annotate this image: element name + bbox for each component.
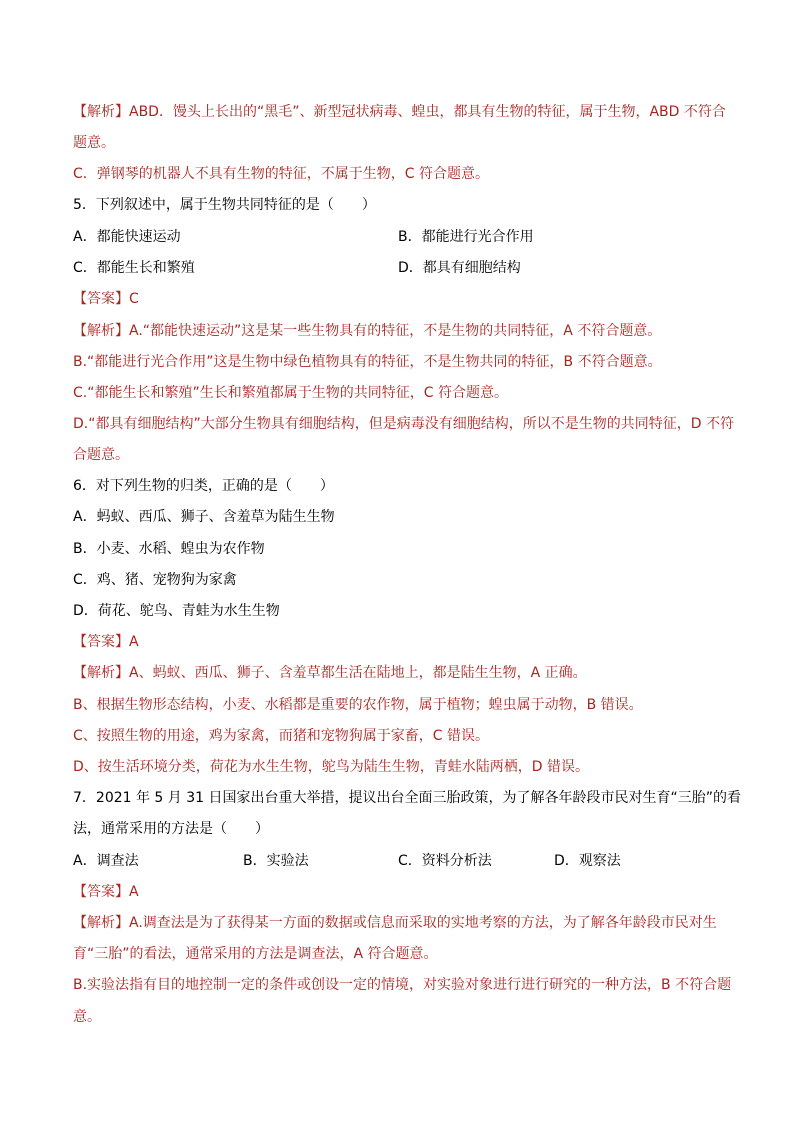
analysis-line: 合题意。 bbox=[73, 447, 129, 463]
analysis-line: 育“三胎”的看法，通常采用的方法是调查法，A 符合题意。 bbox=[73, 946, 438, 962]
question-7-option-b: B．实验法 bbox=[243, 853, 309, 869]
question-5-option-a: A．都能快速运动 bbox=[73, 229, 181, 245]
question-5-option-c: C．都能生长和繁殖 bbox=[73, 260, 195, 276]
analysis-line: 【解析】ABD．馒头上长出的“黑毛”、新型冠状病毒、蝗虫，都具有生物的特征，属于生物，ABD 不符合 bbox=[73, 104, 726, 120]
question-5-answer: 【答案】C bbox=[73, 291, 139, 307]
analysis-line: 【解析】A、蚂蚁、西瓜、狮子、含羞草都生活在陆地上，都是陆生生物，A 正确。 bbox=[73, 665, 587, 681]
analysis-line: B.实验法指有目的地控制一定的条件或创设一定的情境，对实验对象进行进行研究的一种方法，B 不符合题 bbox=[73, 977, 732, 993]
question-7-option-a: A．调查法 bbox=[73, 853, 139, 869]
analysis-line: B、根据生物形态结构，小麦、水稻都是重要的农作物，属于植物；蝗虫属于动物，B 错误。 bbox=[73, 697, 643, 713]
question-7-option-c: C．资料分析法 bbox=[398, 853, 492, 869]
analysis-tag: 【解析】 bbox=[73, 104, 129, 120]
question-7-stem: 法，通常采用的方法是（ ） bbox=[73, 821, 269, 837]
question-5-option-d: D．都具有细胞结构 bbox=[398, 260, 521, 276]
question-6-stem: 6．对下列生物的归类，正确的是（ ） bbox=[73, 478, 334, 494]
question-5-stem: 5．下列叙述中，属于生物共同特征的是（ ） bbox=[73, 197, 376, 213]
analysis-line: 【解析】A.调查法是为了获得某一方面的数据或信息而采取的实地考察的方法，为了解各年龄段市民对生 bbox=[73, 915, 717, 931]
analysis-line: C.“都能生长和繁殖”生长和繁殖都属于生物的共同特征，C 符合题意。 bbox=[73, 385, 508, 401]
analysis-tag: 【解析】 bbox=[73, 665, 129, 681]
analysis-line: D、按生活环境分类，荷花为水生生物，鸵鸟为陆生生物，青蛙水陆两栖，D 错误。 bbox=[73, 759, 590, 775]
analysis-line: C．弹钢琴的机器人不具有生物的特征，不属于生物，C 符合题意。 bbox=[73, 166, 489, 182]
question-5-option-b: B．都能进行光合作用 bbox=[398, 229, 534, 245]
analysis-line: 【解析】A.“都能快速运动”这是某一些生物具有的特征，不是生物的共同特征，A 不符合题意。 bbox=[73, 323, 662, 339]
analysis-tag: 【解析】 bbox=[73, 323, 129, 339]
question-7-stem: 7．2021 年 5 月 31 日国家出台重大举措，提议出台全面三胎政策，为了解各年龄段市民对生育“三胎”的看 bbox=[73, 790, 742, 806]
question-7-option-d: D．观察法 bbox=[554, 853, 621, 869]
question-7-answer: 【答案】A bbox=[73, 884, 139, 900]
analysis-line: C、按照生物的用途，鸡为家禽，而猪和宠物狗属于家畜，C 错误。 bbox=[73, 728, 489, 744]
question-6-option-b: B．小麦、水稻、蝗虫为农作物 bbox=[73, 541, 265, 557]
analysis-line: D.“都具有细胞结构”大部分生物具有细胞结构，但是病毒没有细胞结构，所以不是生物的共同特征，D 不符 bbox=[73, 416, 734, 432]
analysis-line: 题意。 bbox=[73, 135, 115, 151]
question-6-answer: 【答案】A bbox=[73, 634, 139, 650]
question-6-option-a: A．蚂蚁、西瓜、狮子、含羞草为陆生生物 bbox=[73, 509, 335, 525]
analysis-line: 意。 bbox=[73, 1009, 101, 1025]
question-6-option-c: C．鸡、猪、宠物狗为家禽 bbox=[73, 572, 237, 588]
analysis-tag: 【解析】 bbox=[73, 915, 129, 931]
analysis-line: B.“都能进行光合作用”这是生物中绿色植物具有的特征，不是生物共同的特征，B 不符合题意。 bbox=[73, 354, 662, 370]
question-6-option-d: D．荷花、鸵鸟、青蛙为水生生物 bbox=[73, 603, 280, 619]
